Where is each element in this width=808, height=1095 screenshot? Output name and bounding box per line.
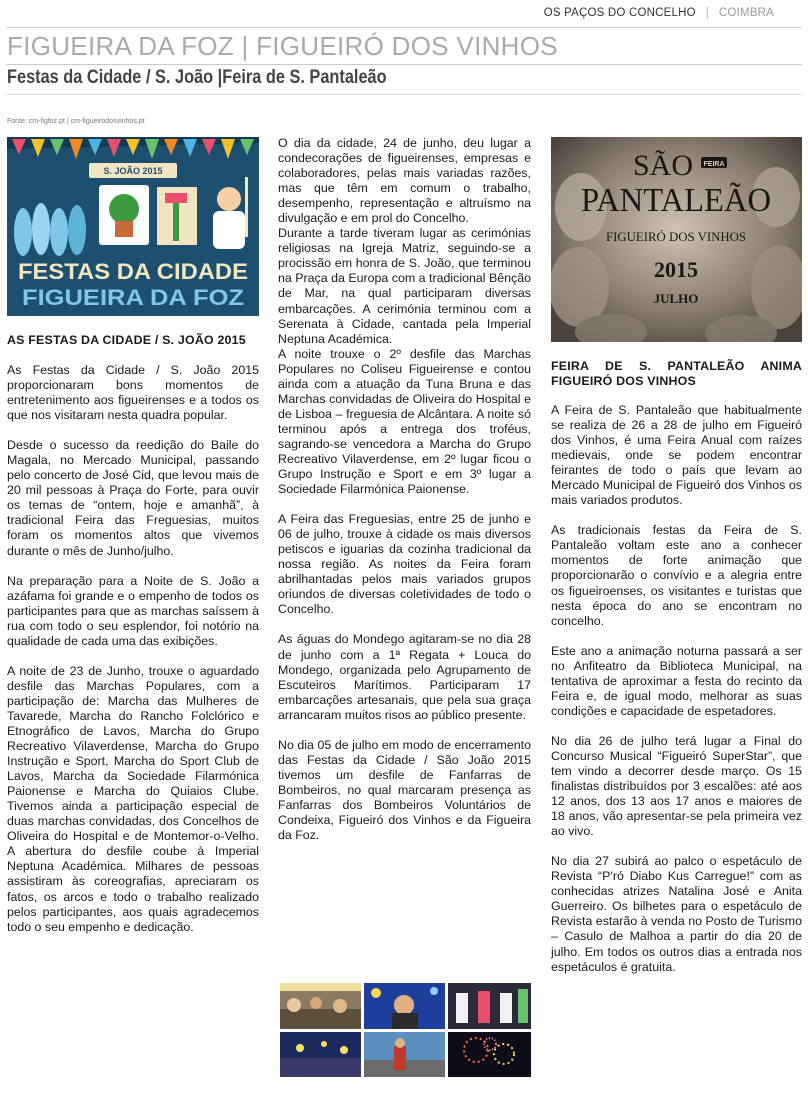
- paragraph: Durante a tarde tiveram lugar as cerimónias religiosas na Igreja Matriz, seguindo-se a procissão em honra de S. João, que terminou na Praça da Europa com a tradicional Bênção de Mar, na qual participaram diversas embarcações. A cerimónia terminou com a Serenata à Cidade, cantada pela Imperial Neptuna Académica.: [278, 226, 531, 346]
- poster-banner-text: S. JOÃO 2015: [103, 166, 163, 176]
- header-rule: [6, 64, 802, 65]
- article-column-2: [278, 136, 531, 858]
- photo-concert-singer: [364, 983, 445, 1029]
- article-heading-pantaleao: FEIRA DE S. PANTALEÃO ANIMA FIGUEIRÓ DOS VINHOS: [551, 359, 802, 388]
- paragraph: A Feira de S. Pantaleão que habitualmente se realiza de 26 a 28 de julho em Figueiró dos Vinhos, é uma Feira Anual com raízes medievais, onde se podem encontrar feirantes de todo o país que levam ao Mercado Municipal de Figueiró dos Vinhos os mais variados produtos.: [551, 403, 802, 508]
- page-masthead: FIGUEIRA DA FOZ | FIGUEIRÓ DOS VINHOS: [7, 31, 558, 61]
- article-column-3: [551, 403, 802, 990]
- leek-hammer-icon: [157, 187, 197, 245]
- header-rule: [6, 94, 802, 95]
- photo-fireworks: [448, 1032, 531, 1077]
- paragraph: No dia 26 de julho terá lugar a Final do Concurso Musical “Figueiró SuperStar”, que tem vindo a decorrer desde março. Os 15 finalistas distribuídos por 3 escalões: até aos 12 anos, dos 13 aos 17 anos e maiores de 18 anos, vão apresentar-se pela primeira vez ao vivo.: [551, 733, 802, 839]
- photo-fanfarra: [364, 1032, 445, 1077]
- sao-pantaleao-poster: [551, 137, 802, 342]
- basil-pot-icon: [99, 185, 149, 245]
- article-column-1: [7, 363, 259, 950]
- header-rule: [6, 27, 802, 28]
- nav-current-section[interactable]: OS PAÇOS DO CONCELHO: [543, 7, 696, 19]
- photo-crowd-procession: [280, 983, 361, 1029]
- paragraph: Na preparação para a Noite de S. João a azáfama foi grande e o empenho de todos os participantes para que as marchas saíssem à rua com todo o seu esplendor, foi notório na qualidade de cada uma das exibições.: [7, 573, 259, 648]
- paragraph: A noite trouxe o 2º desfile das Marchas Populares no Coliseu Figueirense e contou ainda com a atuação da Tuna Bruna e das Marchas convidadas de Oliveira do Hospital e de Lisboa – freguesia de Alcântara. A noite só terminou após a entrega dos troféus, sagrando-se vencedora a Marcha do Grupo Recreativo Vilaverdense, em 2º lugar ficou o Grupo Instrução e Sport e em 3º lugar a Sociedade Filarmónica Paionense.: [278, 346, 531, 497]
- pantaleao-year: 2015: [654, 257, 698, 282]
- festas-cidade-poster: [7, 137, 259, 316]
- pantaleao-title-line2: PANTALEÃO: [581, 182, 771, 219]
- paragraph: No dia 27 subirá ao palco o espetáculo de Revista “P'ró Diabo Kus Carregue!” com as conhecidas atrizes Natalina José e Anita Guerreiro. Os bilhetes para o espetáculo de Revista estarão à venda no Posto de Turismo – Casulo de Malhoa a partir do dia 20 de julho. Em todos os outros dias a entrada nos espetáculos é gratuita.: [551, 854, 802, 974]
- photo-night-fair: [280, 1032, 361, 1077]
- pantaleao-title-line1: SÃO: [632, 149, 694, 182]
- poster-title-line2: FIGUEIRA DA FOZ: [22, 285, 244, 310]
- article-heading-festas: AS FESTAS DA CIDADE / S. JOÃO 2015: [7, 333, 246, 347]
- paragraph: As tradicionais festas da Feira de S. Pantaleão voltam este ano a conhecer momentos de forte animação que proporcionarão o convívio e a alegria entre os figueiroenses, os visitantes e turistas que nesta época do ano se encontram no concelho.: [551, 523, 802, 628]
- paragraph: As Festas da Cidade / S. João 2015 proporcionaram bons momentos de entretenimento aos figueirenses e a todos os que nos visitaram nesta quadra popular.: [7, 363, 259, 423]
- photo-collage: [280, 983, 531, 1077]
- paragraph: A noite de 23 de Junho, trouxe o aguardado desfile das Marchas Populares, com a participação de: Marcha das Mulheres de Tavarede, Marcha do Rancho Folclórico e Etnográfico de Lavos, Marcha do Grupo Recreativo Vilaverdense, Marcha do Grupo Instrução e Sport, Marcha do Sport Club de Lavos, Marcha da Sociedade Filarmónica Paionense e Marcha do Quiaios Clube. Tivemos ainda a participação especial de duas marchas convidadas, dos Concelhos de Oliveira do Hospital e de Montemor-o-Velho. A abertura do desfile coube à Imperial Neptuna Académica. Milhares de pessoas assistiram às coreografias, apreciaram os fatos, os arcos e todo o trabalho realizado pelos participantes, aos quais agradecemos todo o seu empenho e dedicação.: [7, 663, 259, 934]
- paragraph: Este ano a animação noturna passará a ser no Anfiteatro da Biblioteca Municipal, na tentativa de aproximar a festa do recinto da Feira e, de igual modo, melhorar as suas condições e capacidade de espetadores.: [551, 643, 802, 718]
- top-nav: [544, 7, 774, 19]
- pantaleao-month: JULHO: [653, 291, 699, 306]
- paragraph: O dia da cidade, 24 de junho, deu lugar a condecorações de figueirenses, empresas e colaboradores, pelas mais variadas razões, mas que têm em comum o trabalho, desempenho, representação e altruísmo na divulgação e em prol do Concelho.: [278, 136, 531, 226]
- nav-other-section[interactable]: COIMBRA: [718, 7, 774, 19]
- paragraph: As águas do Mondego agitaram-se no dia 28 de junho com a 1ª Regata + Louca do Mondego, organizada pelo Agrupamento de Escuteiros Marítimos. Participaram 17 embarcações artesanais, que pela sua graça arrancaram muitos risos ao público presente.: [278, 632, 531, 722]
- photo-marchas-parade: [448, 983, 531, 1029]
- paragraph: No dia 05 de julho em modo de encerramento das Festas da Cidade / São João 2015 tivemos um desfile de Fanfarras de Bombeiros, no qual marcaram presença as Fanfarras dos Bombeiros Voluntários de Condeixa, Figueiró dos Vinhos e da Figueira da Foz.: [278, 737, 531, 843]
- poster-title-line1: FESTAS DA CIDADE: [18, 259, 248, 284]
- page-title: Festas da Cidade / S. João |Feira de S. Pantaleão: [7, 67, 387, 88]
- nav-separator: |: [705, 7, 709, 19]
- source-credit: Fonte: cm-figfoz.pt | cm-figueirodosvinhos.pt: [7, 118, 145, 125]
- pantaleao-badge: FEIRA: [703, 161, 725, 168]
- pantaleao-location: FIGUEIRÓ DOS VINHOS: [606, 229, 746, 244]
- paragraph: Desde o sucesso da reedição do Baile do Magala, no Mercado Municipal, passando pelo concerto de José Cid, que levou mais de 20 mil pessoas à Praça do Forte, para ouvir os temas de “ontem, hoje e amanhã”, à tradicional Feira das Freguesias, muitos foram os momentos altos que vivemos durante o mês de Junho/julho.: [7, 438, 259, 558]
- paragraph: A Feira das Freguesias, entre 25 de junho e 06 de julho, trouxe à cidade os mais diversos petiscos e iguarias da cozinha tradicional da nossa região. As noites da Feira foram abrilhantadas pelos mais variados grupos oriundos de diversas coletividades de todo o Concelho.: [278, 512, 531, 617]
